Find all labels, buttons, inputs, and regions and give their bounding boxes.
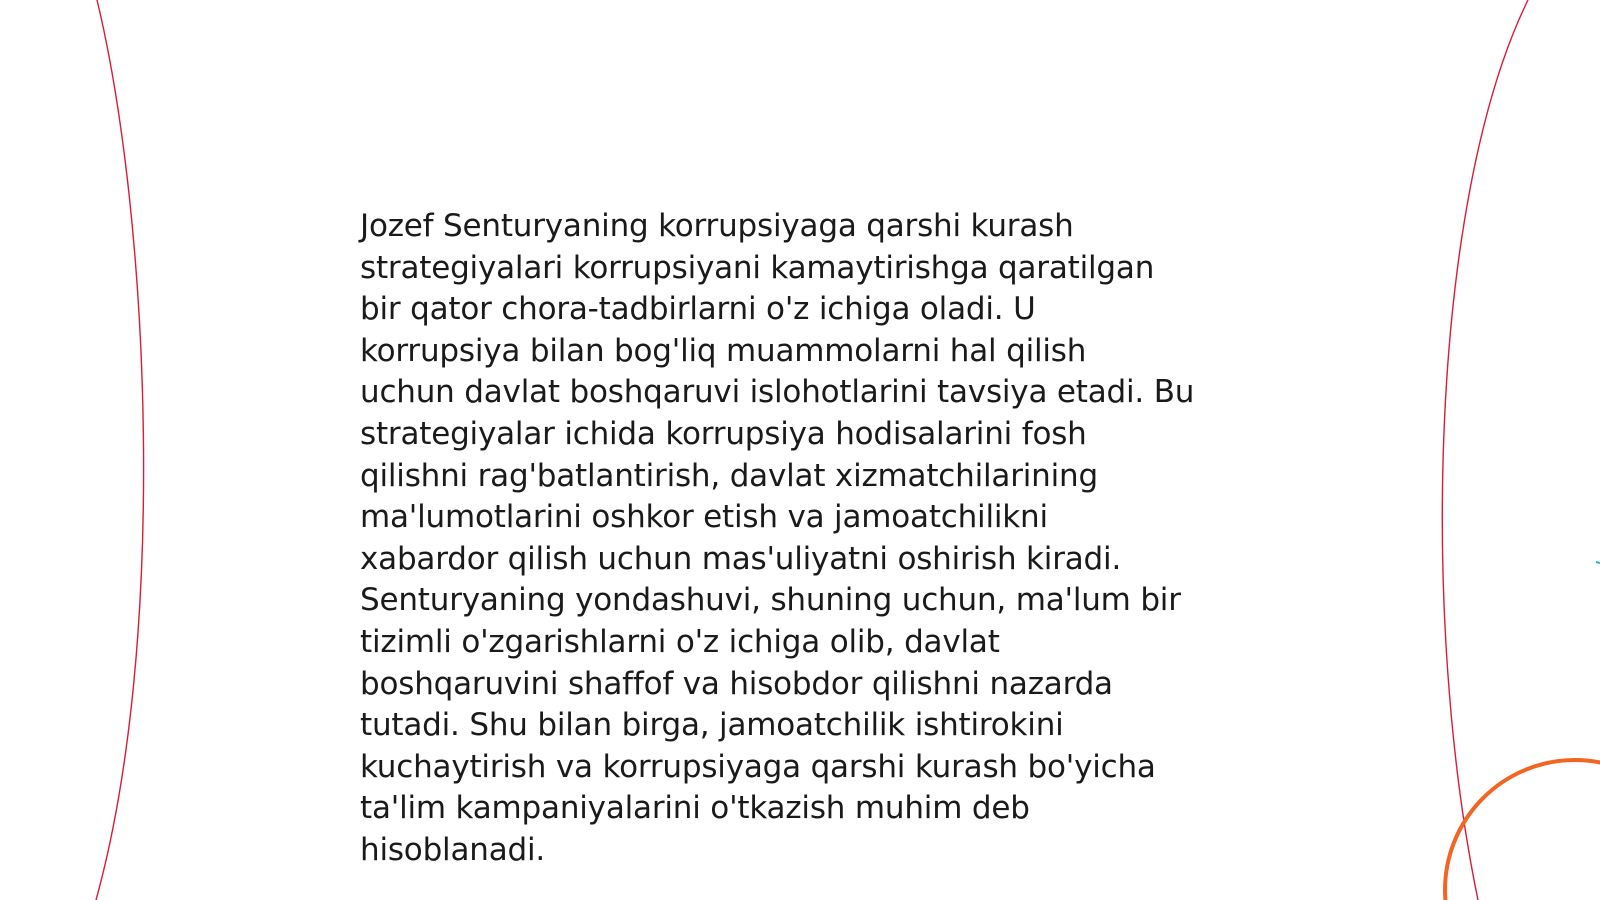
paragraph-line: Senturyaning yondashuvi, shuning uchun, ma'lum bir: [360, 582, 1181, 619]
body-paragraph: [360, 206, 1260, 872]
paragraph-line: hisoblanadi.: [360, 831, 546, 868]
left-arc-line: [96, 0, 144, 900]
paragraph-line: strategiyalar ichida korrupsiya hodisalarini fosh: [360, 415, 1087, 452]
paragraph-line: bir qator chora-tadbirlarni o'z ichiga oladi. U: [360, 291, 1036, 328]
paragraph-line: ta'lim kampaniyalarini o'tkazish muhim deb: [360, 790, 1030, 827]
paragraph-line: ma'lumotlarini oshkor etish va jamoatchilikni: [360, 499, 1048, 536]
paragraph-line: boshqaruvini shaffof va hisobdor qilishni nazarda: [360, 665, 1113, 702]
paragraph-line: xabardor qilish uchun mas'uliyatni oshirish kiradi.: [360, 540, 1122, 577]
right-arc-line: [1442, 0, 1528, 900]
paragraph-line: qilishni rag'batlantirish, davlat xizmatchilarining: [360, 457, 1098, 494]
paragraph-line: tutadi. Shu bilan birga, jamoatchilik ishtirokini: [360, 707, 1064, 744]
paragraph-line: korrupsiya bilan bog'liq muammolarni hal qilish: [360, 332, 1087, 369]
paragraph-line: kuchaytirish va korrupsiyaga qarshi kurash bo'yicha: [360, 748, 1156, 785]
paragraph-line: Jozef Senturyaning korrupsiyaga qarshi kurash: [360, 208, 1074, 244]
paragraph-line: uchun davlat boshqaruvi islohotlarini tavsiya etadi. Bu: [360, 374, 1195, 411]
paragraph-line: tizimli o'zgarishlarni o'z ichiga olib, davlat: [360, 623, 1000, 660]
teal-tick-mark: [1596, 562, 1600, 563]
paragraph-line: strategiyalari korrupsiyani kamaytirishga qaratilgan: [360, 249, 1155, 286]
orange-circle-outline: [1445, 760, 1600, 900]
